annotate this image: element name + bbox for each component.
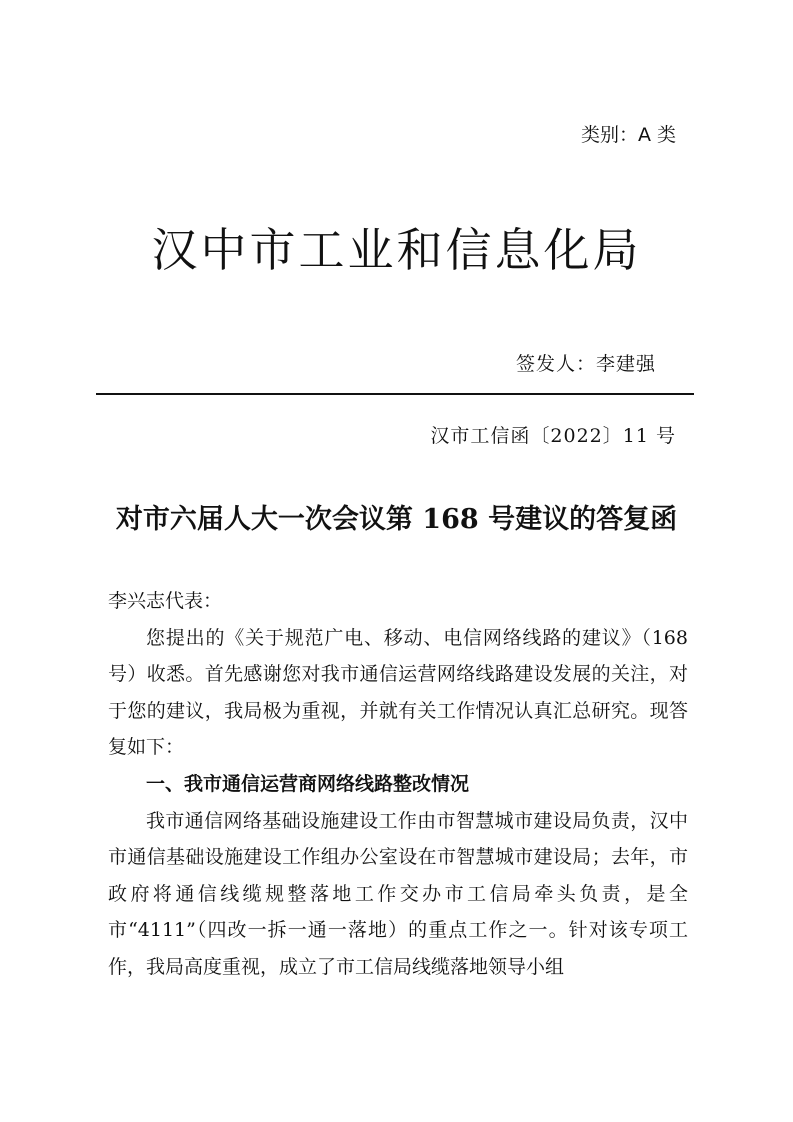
document-number: 汉市工信函〔2022〕11 号 — [430, 425, 676, 447]
document-body — [108, 583, 688, 986]
issuer-name: 汉中市工业和信息化局 — [151, 223, 642, 277]
paragraph-section-1: 我市通信网络基础设施建设工作由市智慧城市建设局负责，汉中市通信基础设施建设工作组办公室设在市智慧城市建设局；去年，市政府将通信线缆规整落地工作交办市工信局牵头负责，是全市“4111”（四改一拆一通一落地）的重点工作之一。针对该专项工作，我局高度重视，成立了市工信局线缆落地领导小组 — [108, 809, 688, 978]
document-title: 对市六届人大一次会议第 168 号建议的答复函 — [115, 504, 678, 535]
header-divider — [96, 393, 694, 395]
signer: 签发人：李建强 — [515, 353, 656, 375]
paragraph-intro: 您提出的《关于规范广电、移动、电信网络线路的建议》（168 号）收悉。首先感谢您对我市通信运营网络线路建设发展的关注，对于您的建议，我局极为重视，并就有关工作情况认真汇总研究。现答复如下： — [108, 626, 688, 759]
document-category: 类别：A 类 — [580, 124, 676, 146]
salutation: 李兴志代表： — [108, 590, 223, 612]
section-heading: 一、我市通信运营商网络线路整改情况 — [146, 772, 470, 795]
